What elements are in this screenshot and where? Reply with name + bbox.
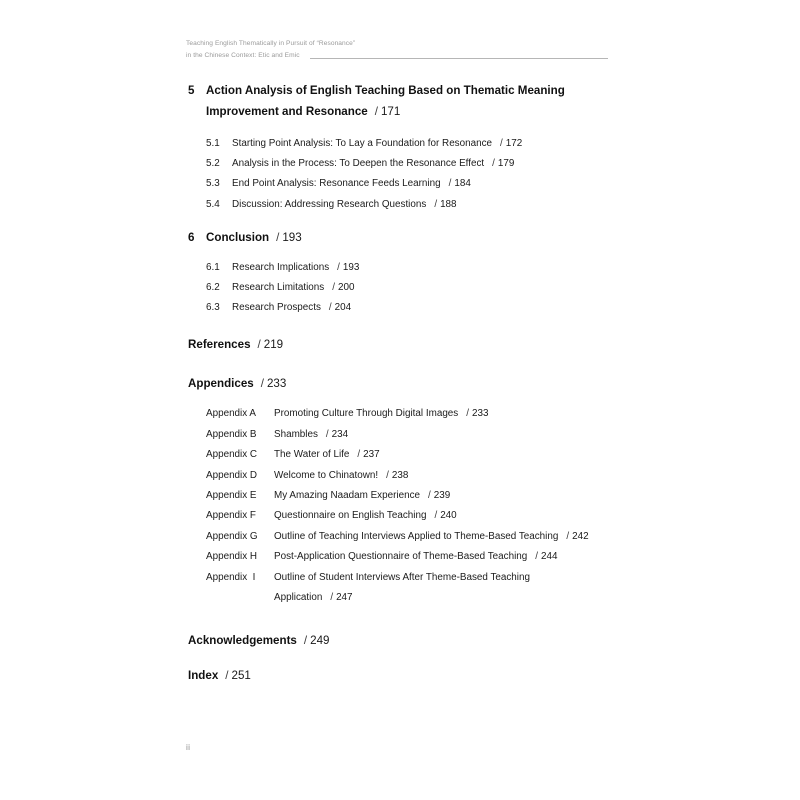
toc-index-page-number: 251 xyxy=(231,669,251,683)
toc-section-6-3-page-number: 204 xyxy=(334,302,352,314)
toc-appendix-c-page-number: 237 xyxy=(363,449,380,461)
toc-appendix-a-label: Appendix A xyxy=(206,408,256,420)
running-header-line-1: Teaching English Thematically in Pursuit of “Resonance” xyxy=(186,40,356,47)
toc-section-5-2-number: 5.2 xyxy=(206,158,220,170)
toc-appendix-f-title: Questionnaire on English Teaching xyxy=(274,510,427,522)
toc-chapter-5-number: 5 xyxy=(188,84,195,97)
toc-appendix-f-page-number: 240 xyxy=(440,510,457,522)
toc-section-6-1-page xyxy=(329,262,359,273)
toc-separator: / xyxy=(337,261,340,273)
toc-section-5-4-page-number: 188 xyxy=(440,198,457,210)
toc-separator: / xyxy=(260,377,264,391)
toc-chapter-5-title-line-1: Action Analysis of English Teaching Based on Thematic Meaning xyxy=(206,84,565,97)
toc-chapter-5-page xyxy=(368,105,401,118)
toc-appendix-c-label: Appendix C xyxy=(206,449,258,461)
toc-appendix-d-page-number: 238 xyxy=(391,469,409,481)
toc-appendix-d-title: Welcome to Chinatown! xyxy=(274,469,379,481)
toc-appendix-i-page xyxy=(322,592,352,603)
toc-section-6-3-page xyxy=(321,302,351,313)
toc-separator: / xyxy=(225,669,229,683)
running-header xyxy=(186,38,616,62)
toc-appendix-i-page-number: 247 xyxy=(336,592,353,604)
toc-appendix-e-page-number: 239 xyxy=(433,490,451,502)
toc-appendix-a[interactable] xyxy=(206,404,676,424)
toc-chapter-6-number: 6 xyxy=(188,230,195,244)
toc-separator: / xyxy=(330,592,334,604)
toc-appendix-f[interactable] xyxy=(206,506,676,526)
table-of-contents xyxy=(0,80,800,686)
toc-acknowledgements-title: Acknowledgements xyxy=(188,634,297,648)
toc-chapter-6-title: Conclusion xyxy=(206,230,270,244)
toc-separator: / xyxy=(434,510,438,522)
toc-section-5-2-title: Analysis in the Process: To Deepen the Resonance Effect xyxy=(232,158,485,170)
toc-section-6-2[interactable] xyxy=(206,278,646,298)
toc-section-5-4-title: Discussion: Addressing Research Questions xyxy=(232,198,427,210)
toc-separator: / xyxy=(332,282,335,294)
toc-section-5-1-number: 5.1 xyxy=(206,138,220,149)
toc-section-5-1-title: Starting Point Analysis: To Lay a Foundation for Resonance xyxy=(232,138,493,149)
toc-separator: / xyxy=(328,302,332,314)
toc-appendix-h-page-number: 244 xyxy=(541,551,558,563)
toc-section-6-1-number: 6.1 xyxy=(206,261,220,273)
toc-appendix-b-page-number: 234 xyxy=(331,428,349,440)
toc-appendix-c[interactable] xyxy=(206,445,676,465)
toc-chapter-5-body-2 xyxy=(206,101,638,122)
toc-section-6-3-number: 6.3 xyxy=(206,302,220,314)
toc-section-5-3-page xyxy=(441,178,471,189)
toc-appendix-i-title: Outline of Student Interviews After Theme-Based Teaching xyxy=(274,571,530,583)
toc-appendices-page xyxy=(254,377,287,390)
spacer xyxy=(0,122,800,134)
spacer xyxy=(0,215,800,227)
toc-appendix-f-label: Appendix F xyxy=(206,510,256,522)
toc-separator: / xyxy=(303,634,308,648)
toc-references-page xyxy=(251,338,284,351)
toc-section-6-3[interactable] xyxy=(206,298,646,318)
toc-section-6-2-page-number: 200 xyxy=(337,282,355,294)
toc-appendix-g-label: Appendix G xyxy=(206,530,258,542)
toc-separator: / xyxy=(434,198,438,210)
page-folio-number: ii xyxy=(186,742,191,752)
spacer xyxy=(0,394,800,404)
toc-separator: / xyxy=(325,428,329,440)
toc-acknowledgements-page-number: 249 xyxy=(310,634,330,648)
spacer xyxy=(0,318,800,334)
toc-index[interactable] xyxy=(188,665,638,686)
toc-chapter-5-page-number: 171 xyxy=(380,105,401,118)
toc-appendix-g-page xyxy=(558,531,588,542)
toc-section-5-2[interactable] xyxy=(206,154,646,174)
toc-chapter-5-title-line-2: Improvement and Resonance xyxy=(206,105,368,118)
toc-chapter-5[interactable] xyxy=(188,80,638,122)
toc-acknowledgements[interactable] xyxy=(188,630,638,651)
toc-chapter-6[interactable] xyxy=(188,227,638,248)
toc-chapter-6-page-number: 193 xyxy=(282,230,302,244)
toc-section-5-1-page xyxy=(492,138,522,149)
toc-section-5-2-page-number: 179 xyxy=(497,158,515,170)
toc-appendix-g-title: Outline of Teaching Interviews Applied to Theme-Based Teaching xyxy=(274,530,559,542)
toc-section-5-3[interactable] xyxy=(206,174,646,194)
toc-appendix-i-label: Appendix I xyxy=(206,571,256,583)
toc-appendix-e-page xyxy=(420,490,450,501)
toc-appendix-g-page-number: 242 xyxy=(572,530,589,542)
toc-separator: / xyxy=(428,490,431,502)
toc-appendix-b-label: Appendix B xyxy=(206,428,257,440)
toc-section-6-1-title: Research Implications xyxy=(232,261,330,273)
toc-section-5-4-page xyxy=(426,199,456,210)
toc-section-6-2-page xyxy=(324,282,354,293)
toc-chapter-6-page xyxy=(269,231,302,244)
toc-references[interactable] xyxy=(188,334,638,355)
toc-appendix-h-page xyxy=(527,551,557,562)
toc-section-5-3-page-number: 184 xyxy=(454,178,471,190)
toc-separator: / xyxy=(374,105,378,118)
toc-appendix-e[interactable] xyxy=(206,486,676,506)
toc-appendices-title: Appendices xyxy=(188,377,254,391)
toc-appendix-e-label: Appendix E xyxy=(206,490,257,502)
toc-appendices-page-number: 233 xyxy=(266,377,287,391)
toc-section-5-3-number: 5.3 xyxy=(206,178,220,190)
toc-appendix-b[interactable] xyxy=(206,425,676,445)
toc-section-5-4-number: 5.4 xyxy=(206,198,220,210)
toc-appendix-b-page xyxy=(318,429,348,440)
toc-separator: / xyxy=(500,138,503,149)
toc-separator: / xyxy=(566,530,570,542)
toc-appendix-h-title: Post-Application Questionnaire of Theme-Based Teaching xyxy=(274,551,528,563)
spacer xyxy=(0,248,800,258)
toc-appendix-c-page xyxy=(349,449,379,460)
toc-separator: / xyxy=(357,449,361,461)
toc-appendix-g[interactable] xyxy=(206,527,676,547)
toc-appendix-a-page-number: 233 xyxy=(472,408,489,420)
toc-section-6-1-page-number: 193 xyxy=(342,261,360,273)
toc-section-6-3-title: Research Prospects xyxy=(232,302,321,314)
toc-separator: / xyxy=(535,551,538,563)
toc-chapter-6-body xyxy=(206,227,638,248)
spacer xyxy=(0,651,800,665)
toc-appendix-d-label: Appendix D xyxy=(206,469,258,481)
toc-appendix-b-title: Shambles xyxy=(274,428,318,440)
running-header-line-2: in the Chinese Context: Etic and Emic xyxy=(186,51,300,59)
toc-separator: / xyxy=(386,469,389,481)
toc-section-6-2-number: 6.2 xyxy=(206,282,220,294)
toc-appendix-f-page xyxy=(426,510,456,521)
toc-separator: / xyxy=(492,158,495,170)
toc-section-5-2-page xyxy=(484,158,514,169)
toc-section-5-1-page-number: 172 xyxy=(505,138,523,149)
toc-appendix-i-title-continuation-line xyxy=(274,588,676,608)
spacer xyxy=(0,355,800,373)
header-rule-divider xyxy=(310,58,608,59)
toc-references-title: References xyxy=(188,338,251,352)
toc-acknowledgements-page xyxy=(297,634,330,647)
running-header-rule-wrap xyxy=(186,55,616,63)
toc-appendix-c-title: The Water of Life xyxy=(274,449,350,461)
toc-appendices-heading[interactable] xyxy=(188,373,638,394)
toc-index-title: Index xyxy=(188,669,219,683)
toc-chapter-5-body xyxy=(206,80,638,101)
toc-index-page xyxy=(218,669,251,682)
toc-separator: / xyxy=(276,230,280,244)
toc-appendix-d-page xyxy=(378,470,408,481)
toc-appendix-i-title-cont: Application xyxy=(274,592,323,604)
toc-appendix-a-page xyxy=(458,408,488,419)
toc-section-5-4[interactable] xyxy=(206,195,646,215)
toc-appendix-i[interactable] xyxy=(206,568,676,609)
toc-appendix-h-label: Appendix H xyxy=(206,551,258,563)
toc-section-6-2-title: Research Limitations xyxy=(232,282,325,294)
toc-section-5-3-title: End Point Analysis: Resonance Feeds Learning xyxy=(232,178,441,190)
spacer xyxy=(0,608,800,630)
toc-separator: / xyxy=(257,338,261,352)
toc-section-6-1[interactable] xyxy=(206,258,646,278)
toc-separator: / xyxy=(466,408,469,420)
toc-references-page-number: 219 xyxy=(263,338,284,352)
toc-appendix-h[interactable] xyxy=(206,547,676,567)
toc-appendix-d[interactable] xyxy=(206,466,676,486)
toc-appendix-e-title: My Amazing Naadam Experience xyxy=(274,490,420,502)
toc-appendix-a-title: Promoting Culture Through Digital Images xyxy=(274,408,459,420)
toc-section-5-1[interactable] xyxy=(206,134,646,154)
toc-separator: / xyxy=(448,178,452,190)
